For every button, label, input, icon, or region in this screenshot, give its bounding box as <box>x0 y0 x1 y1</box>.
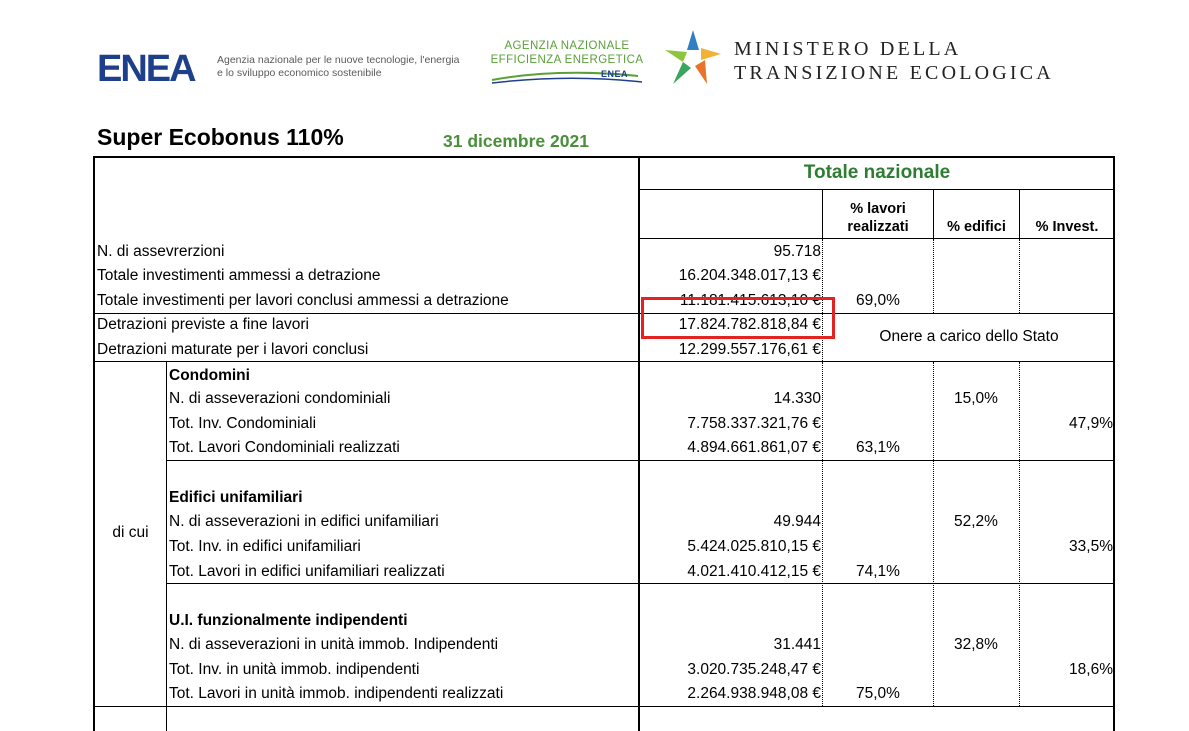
row-label: N. di asseverazioni in edifici unifamiliari <box>169 513 439 530</box>
row-label: Tot. Inv. Condominiali <box>169 415 317 432</box>
row-value: 5.424.025.810,15 € <box>687 538 821 555</box>
section-rule-3 <box>93 706 1115 707</box>
row-label: Tot. Inv. in edifici unifamiliari <box>169 538 361 555</box>
row-value: 14.330 <box>773 390 821 407</box>
section-title: Condomini <box>169 367 250 384</box>
table-left-border <box>93 156 95 731</box>
summary-value: 12.299.557.176,61 € <box>678 341 821 358</box>
group-header-rule <box>640 189 1115 190</box>
pct-invest-value: 47,9% <box>1069 415 1113 432</box>
dotted-sep <box>933 362 934 706</box>
summary-rule <box>93 313 1115 314</box>
col-header-lavori <box>823 200 933 236</box>
summary-label: Detrazioni maturate per i lavori conclusi <box>97 341 369 358</box>
row-value: 2.264.938.948,08 € <box>687 685 821 702</box>
summary-value: 16.204.348.017,13 € <box>678 267 821 284</box>
summary-label: Detrazioni previste a fine lavori <box>97 316 309 333</box>
summary-value: 11.181.415.613,10 € <box>679 292 821 309</box>
pct-edifici-value: 32,8% <box>954 636 998 653</box>
agency-enea-mark: ENEA <box>601 69 629 79</box>
report-date: 31 dicembre 2021 <box>443 131 589 151</box>
dotted-sep <box>933 239 934 313</box>
pct-lavori-value: 69,0% <box>856 292 900 309</box>
row-label: Tot. Lavori in edifici unifamiliari realizzati <box>169 563 445 580</box>
group-header-totale: Totale nazionale <box>803 162 951 183</box>
summary-end-rule <box>93 361 1115 362</box>
section-rule-1 <box>166 460 1115 461</box>
row-value: 4.021.410.412,15 € <box>687 563 821 580</box>
row-label: N. di asseverazioni condominiali <box>169 390 391 407</box>
pct-lavori-value: 74,1% <box>856 563 900 580</box>
summary-value: 17.824.782.818,84 € <box>678 316 821 333</box>
section-title: U.I. funzionalmente indipendenti <box>169 612 408 629</box>
row-value: 4.894.661.861,07 € <box>687 439 821 456</box>
section-rule-2 <box>166 583 1115 584</box>
col-header-lavori-line2: realizzati <box>847 219 909 235</box>
col-header-invest: % Invest. <box>1035 219 1099 235</box>
dotted-sep <box>1019 239 1020 313</box>
pct-lavori-value: 75,0% <box>856 685 900 702</box>
table-right-border <box>1113 156 1115 731</box>
col-header-lavori-line1: % lavori <box>850 201 906 217</box>
row-label: N. di asseverazioni in unità immob. Indipendenti <box>169 636 499 653</box>
enea-tagline-line1: Agenzia nazionale per le nuove tecnologie, l'energia <box>217 54 460 66</box>
di-cui-label: di cui <box>112 524 149 541</box>
agency-logo-line1: AGENZIA NAZIONALE <box>504 40 630 52</box>
pct-edifici-value: 15,0% <box>954 390 998 407</box>
dotted-sep <box>822 362 823 706</box>
enea-logo <box>97 50 211 86</box>
row-label: Tot. Lavori in unità immob. indipendenti realizzati <box>169 685 504 702</box>
row-label: Tot. Lavori Condominiali realizzati <box>169 439 400 456</box>
agency-logo-line2: EFFICIENZA ENERGETICA <box>490 54 644 66</box>
svg-text:ENEA: ENEA <box>97 50 195 86</box>
column-header-rule <box>640 238 1115 239</box>
pct-edifici-value: 52,2% <box>954 513 998 530</box>
row-value: 3.020.735.248,47 € <box>687 661 821 678</box>
di-cui-column-border <box>166 361 167 731</box>
summary-label: N. di assevrerzioni <box>97 243 225 260</box>
pct-invest-value: 18,6% <box>1069 661 1113 678</box>
row-label: Tot. Inv. in unità immob. indipendenti <box>169 661 420 678</box>
summary-label: Totale investimenti per lavori conclusi ammessi a detrazione <box>97 292 509 309</box>
ministry-star-icon <box>663 28 723 88</box>
pct-lavori-value: 63,1% <box>856 439 900 456</box>
agency-efficienza-logo <box>488 38 646 90</box>
row-value: 49.944 <box>773 513 821 530</box>
col-header-edifici: % edifici <box>947 219 1006 235</box>
enea-tagline <box>217 54 460 80</box>
enea-tagline-line2: e lo sviluppo economico sostenibile <box>217 67 382 79</box>
highlight-box <box>641 297 835 339</box>
ministry-name-line2: TRANSIZIONE ECOLOGICA <box>734 62 1054 84</box>
table-top-border <box>93 156 1115 158</box>
summary-value: 95.718 <box>773 243 821 260</box>
ministry-name-line1: MINISTERO DELLA <box>734 38 962 60</box>
row-value: 7.758.337.321,76 € <box>687 415 821 432</box>
page-title: Super Ecobonus 110% <box>97 124 344 150</box>
row-value: 31.441 <box>773 636 821 653</box>
summary-label: Totale investimenti ammessi a detrazione <box>97 267 381 284</box>
pct-invest-value: 33,5% <box>1069 538 1113 555</box>
onere-note: Onere a carico dello Stato <box>879 328 1059 345</box>
section-title: Edifici unifamiliari <box>169 489 303 506</box>
